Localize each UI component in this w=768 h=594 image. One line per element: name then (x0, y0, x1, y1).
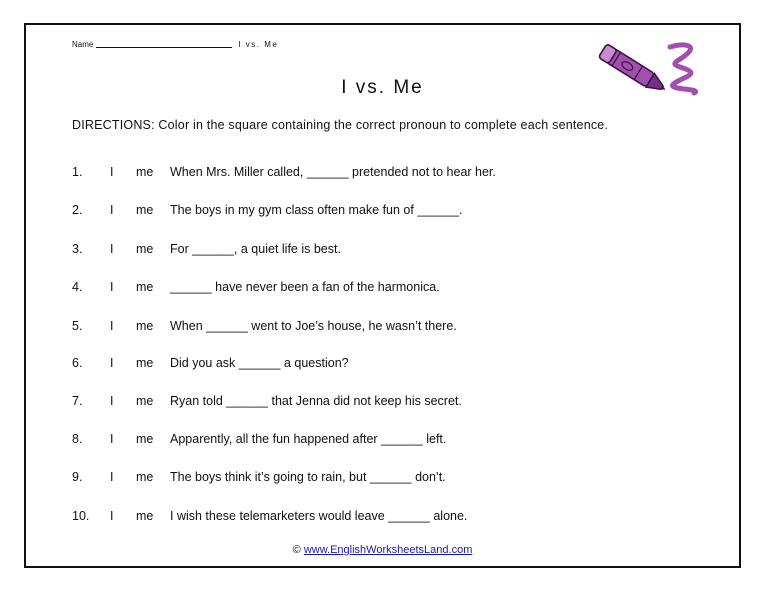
question-sentence: ______ have never been a fan of the harmonica. (170, 280, 440, 294)
question-sentence: The boys in my gym class often make fun of ______. (170, 203, 463, 217)
question-number: 5. (72, 319, 83, 333)
question-number: 8. (72, 432, 83, 446)
question-number: 6. (72, 356, 83, 370)
footer (26, 544, 739, 556)
question-sentence: When Mrs. Miller called, ______ pretended not to hear her. (170, 165, 496, 179)
option-i[interactable]: I (110, 394, 114, 408)
name-line (72, 39, 278, 49)
name-field-line (96, 39, 232, 48)
question-number: 3. (72, 242, 83, 256)
directions: DIRECTIONS: Color in the square containing the correct pronoun to complete each sentence. (72, 118, 609, 132)
website-link[interactable]: www.EnglishWorksheetsLand.com (303, 544, 473, 556)
option-i[interactable]: I (110, 356, 114, 370)
question-sentence: For ______, a quiet life is best. (170, 242, 341, 256)
option-me[interactable]: me (136, 165, 154, 179)
option-me[interactable]: me (136, 242, 154, 256)
option-me[interactable]: me (136, 432, 154, 446)
option-i[interactable]: I (110, 242, 114, 256)
question-sentence: I wish these telemarketers would leave ______ alone. (170, 509, 468, 523)
option-i[interactable]: I (110, 470, 114, 484)
question-number: 2. (72, 203, 83, 217)
option-i[interactable]: I (110, 165, 114, 179)
option-me[interactable]: me (136, 470, 154, 484)
question-sentence: When ______ went to Joe’s house, he wasn’t there. (170, 319, 457, 333)
option-me[interactable]: me (136, 319, 154, 333)
question-sentence: Apparently, all the fun happened after ______ left. (170, 432, 447, 446)
option-me[interactable]: me (136, 203, 154, 217)
option-i[interactable]: I (110, 509, 114, 523)
option-me[interactable]: me (136, 509, 154, 523)
name-label: Name (72, 40, 94, 49)
option-i[interactable]: I (110, 280, 114, 294)
question-number: 10. (72, 509, 90, 523)
question-sentence: The boys think it’s going to rain, but ______ don’t. (170, 470, 446, 484)
option-me[interactable]: me (136, 356, 154, 370)
question-number: 4. (72, 280, 83, 294)
header-title: I vs. Me (238, 40, 279, 49)
option-me[interactable]: me (136, 280, 154, 294)
page-title: I vs. Me (341, 77, 424, 98)
copyright-symbol: © (292, 544, 301, 556)
option-i[interactable]: I (110, 432, 114, 446)
worksheet (24, 23, 741, 568)
question-sentence: Did you ask ______ a question? (170, 356, 349, 370)
question-number: 9. (72, 470, 83, 484)
option-i[interactable]: I (110, 319, 114, 333)
option-i[interactable]: I (110, 203, 114, 217)
question-number: 1. (72, 165, 83, 179)
option-me[interactable]: me (136, 394, 154, 408)
question-number: 7. (72, 394, 83, 408)
question-sentence: Ryan told ______ that Jenna did not keep his secret. (170, 394, 462, 408)
